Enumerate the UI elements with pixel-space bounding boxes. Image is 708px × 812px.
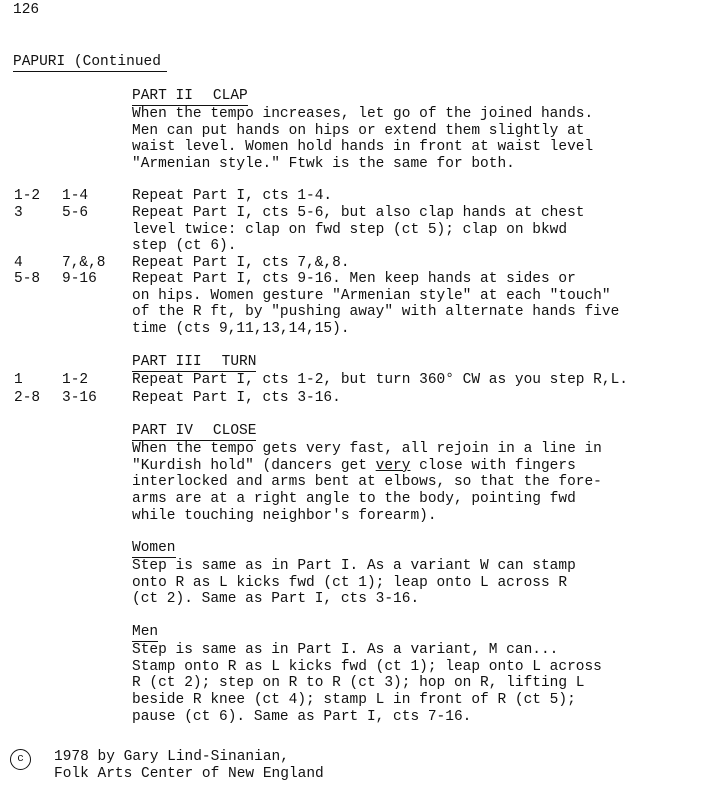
description-cell (132, 372, 628, 389)
text-line: Repeat Part I, cts 7,&,8. (132, 255, 350, 271)
men-section (132, 624, 702, 725)
text-line: Step is same as in Part I. As a variant W can stamp (132, 558, 576, 574)
text-line: interlocked and arms bent at elbows, so that the fore- (132, 474, 602, 491)
text-segment: close with fingers (410, 457, 576, 474)
text-line: level twice: clap on fwd step (ct 5); clap on bkwd (132, 221, 568, 238)
part-2-heading (132, 88, 248, 106)
page-title: PAPURI (Continued (13, 54, 167, 72)
counts-cell: 5-6 (62, 205, 89, 221)
text-line: pause (ct 6). Same as Part I, cts 7-16. (132, 708, 472, 725)
measures-cell: 5-8 (14, 271, 41, 287)
women-section (132, 540, 702, 608)
counts-cell: 3-16 (62, 390, 97, 406)
measures-cell: 4 (14, 255, 23, 271)
text-line: Repeat Part I, cts 5-6, but also clap hands at chest (132, 205, 585, 221)
part-2-heading-number: PART II (132, 88, 193, 104)
measures-cell: 3 (14, 205, 23, 221)
text-line: on hips. Women gesture "Armenian style" at each "touch" (132, 287, 611, 304)
text-line: Men can put hands on hips or extend them slightly at (132, 122, 585, 139)
text-line: Repeat Part I, cts 3-16. (132, 390, 341, 406)
copyright-notice (54, 749, 324, 782)
text-line: When the tempo increases, let go of the joined hands. (132, 106, 594, 122)
part-4-heading-name: CLOSE (212, 423, 257, 439)
copyright-icon: c (10, 749, 31, 770)
part-3-heading (132, 354, 256, 372)
text-line: step (ct 6). (132, 238, 237, 255)
measures-cell: 1-2 (14, 188, 41, 204)
measures-cell: 2-8 (14, 390, 41, 406)
copyright-line: Folk Arts Center of New England (54, 765, 324, 782)
part-3-heading-name: TURN (221, 354, 257, 370)
page-number: 126 (13, 2, 40, 18)
text-line: Repeat Part I, cts 1-4. (132, 188, 333, 204)
text-line (132, 458, 702, 475)
part-3-heading-block (132, 354, 702, 372)
measures-cell: 1 (14, 372, 23, 388)
text-segment: "Kurdish hold" (dancers get (132, 457, 376, 474)
part-2-heading-name: CLAP (212, 88, 248, 104)
text-line: Step is same as in Part I. As a variant, M can... (132, 642, 559, 658)
men-heading: Men (132, 624, 159, 640)
part-2-intro (132, 88, 702, 173)
part-4-heading (132, 423, 256, 441)
text-line: (ct 2). Same as Part I, cts 3-16. (132, 591, 420, 608)
counts-cell: 1-4 (62, 188, 89, 204)
copyright-line: 1978 by Gary Lind-Sinanian, (54, 749, 289, 765)
description-cell (132, 205, 584, 255)
counts-cell: 1-2 (62, 372, 89, 388)
text-line: Stamp onto R as L kicks fwd (ct 1); leap onto L across (132, 658, 602, 675)
counts-cell: 7,&,8 (62, 255, 106, 271)
text-line: while touching neighbor's forearm). (132, 507, 437, 524)
text-line: of the R ft, by "pushing away" with alternate hands five (132, 304, 620, 321)
text-line: time (cts 9,11,13,14,15). (132, 321, 350, 338)
emphasized-word: very (375, 457, 411, 474)
text-line: arms are at a right angle to the body, pointing fwd (132, 491, 576, 508)
description-cell (132, 188, 332, 205)
text-line: waist level. Women hold hands in front at waist level (132, 139, 594, 156)
text-line: Repeat Part I, cts 9-16. Men keep hands at sides or (132, 271, 576, 287)
description-cell (132, 255, 350, 272)
text-line: "Armenian style." Ftwk is the same for both. (132, 156, 515, 173)
text-line: Repeat Part I, cts 1-2, but turn 360° CW as you step R,L. (132, 372, 628, 388)
text-line: When the tempo gets very fast, all rejoin in a line in (132, 441, 602, 457)
description-cell (132, 390, 341, 407)
part-3-heading-number: PART III (132, 354, 202, 370)
part-4-section (132, 423, 702, 524)
text-line: onto R as L kicks fwd (ct 1); leap onto L across R (132, 574, 568, 591)
text-line: beside R knee (ct 4); stamp L in front of R (ct 5); (132, 692, 576, 709)
counts-cell: 9-16 (62, 271, 97, 287)
part-4-heading-number: PART IV (132, 423, 193, 439)
description-cell (132, 271, 619, 338)
women-heading: Women (132, 540, 176, 556)
text-line: R (ct 2); step on R to R (ct 3); hop on R, lifting L (132, 675, 585, 692)
